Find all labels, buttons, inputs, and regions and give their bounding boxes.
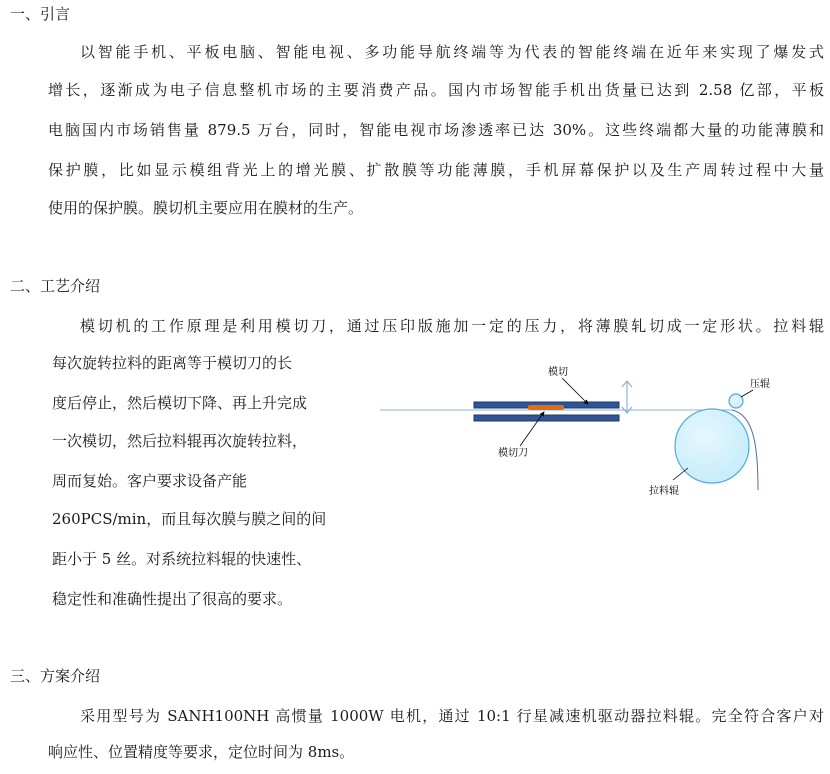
paragraph-line: 使用的保护膜。膜切机主要应用在膜材的生产。 xyxy=(48,199,364,217)
paragraph-line: 260PCS/min，而且每次膜与膜之间的间 xyxy=(52,510,327,528)
paragraph-line: 度后停止，然后模切下降、再上升完成 xyxy=(52,394,308,412)
paragraph-line: 距小于 5 丝。对系统拉料辊的快速性、 xyxy=(52,550,312,568)
label-knife: 模切刀 xyxy=(498,448,528,459)
paragraph-line: 电脑国内市场销售量 879.5 万台，同时，智能电视市场渗透率已达 30%。这些终端都大量的功能薄膜和 xyxy=(48,121,824,139)
press-roller xyxy=(729,394,743,408)
heading-solution: 三、方案介绍 xyxy=(10,667,101,685)
paragraph-line: 增长，逐渐成为电子信息整机市场的主要消费产品。国内市场智能手机出货量已达到 2.58 亿部，平板 xyxy=(48,81,824,99)
paragraph-line: 采用型号为 SANH100NH 高惯量 1000W 电机，通过 10:1 行星减速机驱动器拉料辊。完全符合客户对 xyxy=(80,707,824,725)
label-die: 模切 xyxy=(548,367,568,378)
paragraph-line: 稳定性和准确性提出了很高的要求。 xyxy=(52,590,293,608)
die-lower-plate xyxy=(474,415,619,421)
paragraph-line: 模切机的工作原理是利用模切刀，通过压印版施加一定的压力，将薄膜轧切成一定形状。拉料辊 xyxy=(80,317,824,335)
paragraph-line: 周而复始。客户要求设备产能 xyxy=(52,472,248,490)
die-cutting-diagram xyxy=(370,360,830,510)
paragraph-line: 保护膜，比如显示模组背光上的增光膜、扩散膜等功能薄膜，手机屏幕保护以及生产周转过程中大量 xyxy=(48,161,824,179)
leader-press xyxy=(741,390,753,397)
heading-process: 二、工艺介绍 xyxy=(10,277,101,295)
heading-introduction: 一、引言 xyxy=(10,5,71,23)
label-press-roller: 压辊 xyxy=(750,379,770,390)
paragraph-line: 一次模切，然后拉料辊再次旋转拉料， xyxy=(52,432,308,450)
cutting-knife xyxy=(528,405,564,410)
pull-roller xyxy=(675,409,749,483)
paragraph-line: 以智能手机、平板电脑、智能电视、多功能导航终端等为代表的智能终端在近年来实现了爆发式 xyxy=(80,43,824,61)
paragraph-line: 响应性、位置精度等要求，定位时间为 8ms。 xyxy=(48,743,355,761)
leader-pull xyxy=(673,468,688,480)
leader-die xyxy=(562,378,588,404)
paragraph-line: 每次旋转拉料的距离等于模切刀的长 xyxy=(52,354,293,372)
label-pull-roller: 拉料辊 xyxy=(649,486,679,497)
